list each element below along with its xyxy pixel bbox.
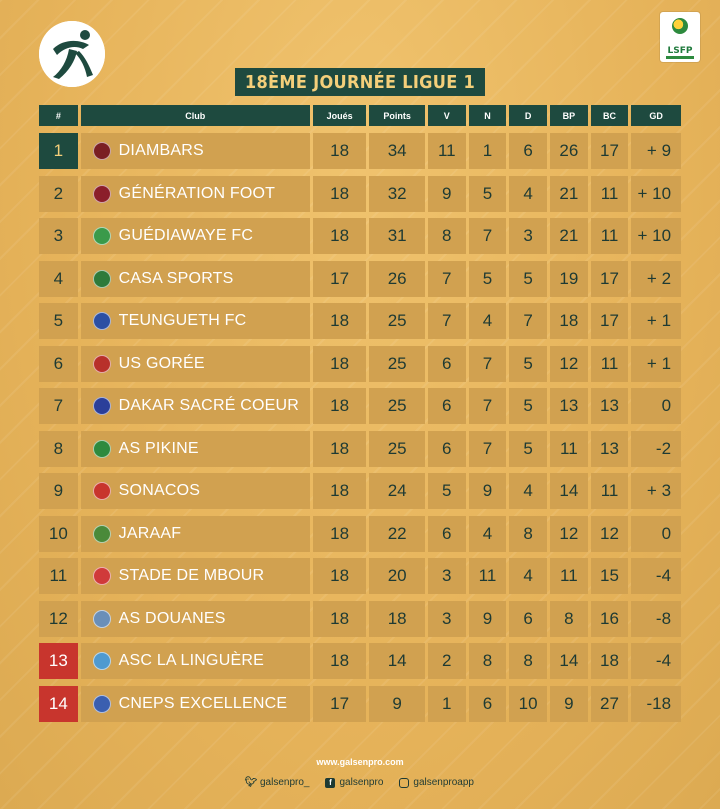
goals-against-cell: 17 [591,303,629,339]
draws-cell: 6 [469,686,507,722]
club-name: STADE DE MBOUR [118,567,265,584]
goals-against-cell: 13 [591,388,629,424]
played-cell: 18 [313,176,367,212]
goal-diff-cell: -4 [631,643,681,679]
club-name: JARAAF [118,524,182,542]
goals-against-cell: 12 [591,516,629,552]
col-club-header: Club [81,105,310,126]
table-header [39,105,681,126]
goals-against-cell: 16 [591,601,629,637]
points-cell: 32 [369,176,425,212]
lsfp-logo [660,12,700,62]
club-cell [81,686,310,722]
facebook-icon: f [325,778,335,788]
wins-cell: 7 [428,261,466,297]
club-cell [81,558,310,594]
played-cell: 18 [313,303,367,339]
goal-diff-cell: + 3 [631,473,681,509]
wins-cell: 3 [428,558,466,594]
played-cell: 17 [313,261,367,297]
losses-cell: 10 [509,686,547,722]
rank-cell: 13 [39,643,78,679]
goals-against-cell: 11 [591,473,629,509]
table-row [39,388,681,424]
played-cell: 18 [313,133,367,169]
table-row [39,303,681,339]
goals-for-cell: 14 [550,473,588,509]
points-cell: 34 [369,133,425,169]
club-crest-icon [93,695,111,713]
col-points-header: Points [369,105,425,126]
social-twitter[interactable] [246,777,309,788]
draws-cell: 7 [469,346,507,382]
losses-cell: 4 [509,558,547,594]
club-name: GUÉDIAWAYE FC [118,227,254,244]
col-rank-header: # [39,105,78,126]
goals-against-cell: 18 [591,643,629,679]
social-instagram[interactable] [399,777,474,788]
losses-cell: 4 [509,473,547,509]
wins-cell: 9 [428,176,466,212]
draws-cell: 1 [469,133,507,169]
club-name: DIAMBARS [118,142,204,159]
points-cell: 31 [369,218,425,254]
wins-cell: 11 [428,133,466,169]
table-row [39,346,681,382]
table-row [39,218,681,254]
club-name: GÉNÉRATION FOOT [118,184,276,202]
wins-cell: 7 [428,303,466,339]
goal-diff-cell: + 10 [631,176,681,212]
club-name: TEUNGUETH FC [118,312,247,329]
goal-diff-cell: + 1 [631,303,681,339]
col-goals-against-header: BC [591,105,629,126]
rank-cell: 11 [39,558,78,594]
points-cell: 9 [369,686,425,722]
wins-cell: 5 [428,473,466,509]
club-crest-icon [93,185,111,203]
losses-cell: 5 [509,388,547,424]
rank-cell: 14 [39,686,78,722]
club-cell [81,261,310,297]
club-crest-icon [93,270,111,288]
table-row [39,643,681,679]
club-cell [81,218,310,254]
club-crest-icon [93,482,111,500]
goal-diff-cell: -4 [631,558,681,594]
goal-diff-cell: + 9 [631,133,681,169]
club-name: AS PIKINE [118,439,199,457]
points-cell: 26 [369,261,425,297]
losses-cell: 4 [509,176,547,212]
points-cell: 20 [369,558,425,594]
played-cell: 18 [313,473,367,509]
played-cell: 18 [313,388,367,424]
club-name: ASC LA LINGUÈRE [118,652,264,669]
points-cell: 25 [369,346,425,382]
wins-cell: 6 [428,388,466,424]
losses-cell: 8 [509,516,547,552]
col-goals-for-header: BP [550,105,588,126]
draws-cell: 7 [469,218,507,254]
goal-diff-cell: 0 [631,388,681,424]
goals-against-cell: 11 [591,218,629,254]
goals-against-cell: 17 [591,261,629,297]
wins-cell: 6 [428,431,466,467]
club-cell [81,388,310,424]
goals-for-cell: 21 [550,176,588,212]
club-name: DAKAR SACRÉ COEUR [118,397,299,414]
club-cell [81,303,310,339]
goals-against-cell: 11 [591,346,629,382]
goal-diff-cell: 0 [631,516,681,552]
played-cell: 18 [313,643,367,679]
goal-diff-cell: + 2 [631,261,681,297]
goals-against-cell: 17 [591,133,629,169]
club-cell [81,643,310,679]
goals-for-cell: 26 [550,133,588,169]
club-cell [81,473,310,509]
losses-cell: 6 [509,133,547,169]
table-row [39,686,681,722]
losses-cell: 5 [509,346,547,382]
table-row [39,133,681,169]
club-name: US GORÉE [118,354,205,372]
table-row [39,431,681,467]
points-cell: 24 [369,473,425,509]
website-url[interactable]: www.galsenpro.com [316,757,404,767]
goals-for-cell: 19 [550,261,588,297]
played-cell: 18 [313,601,367,637]
wins-cell: 2 [428,643,466,679]
draws-cell: 4 [469,516,507,552]
club-crest-icon [93,312,111,330]
goal-diff-cell: + 1 [631,346,681,382]
goals-for-cell: 12 [550,516,588,552]
club-crest-icon [93,610,111,628]
social-links [0,777,720,788]
club-name: SONACOS [118,482,201,499]
wins-cell: 8 [428,218,466,254]
table-row [39,601,681,637]
draws-cell: 5 [469,176,507,212]
standings-table [39,105,681,728]
played-cell: 18 [313,218,367,254]
wins-cell: 3 [428,601,466,637]
rank-cell: 8 [39,431,78,467]
goal-diff-cell: -2 [631,431,681,467]
club-crest-icon [93,440,111,458]
social-handle: galsenpro_ [259,777,310,788]
galsenpro-logo [39,21,105,87]
points-cell: 25 [369,303,425,339]
played-cell: 18 [313,431,367,467]
rank-cell: 1 [39,133,78,169]
rank-cell: 9 [39,473,78,509]
twitter-icon: 🐦︎ [244,777,258,788]
draws-cell: 7 [469,388,507,424]
draws-cell: 9 [469,601,507,637]
rank-cell: 6 [39,346,78,382]
lsfp-logo-text: LSFP [667,46,693,56]
losses-cell: 3 [509,218,547,254]
rank-cell: 7 [39,388,78,424]
goals-for-cell: 13 [550,388,588,424]
col-losses-header: D [509,105,547,126]
losses-cell: 5 [509,431,547,467]
col-wins-header: V [428,105,466,126]
goal-diff-cell: + 10 [631,218,681,254]
instagram-icon [399,778,409,788]
club-crest-icon [93,525,111,543]
played-cell: 18 [313,558,367,594]
club-crest-icon [93,227,111,245]
goals-against-cell: 13 [591,431,629,467]
table-row [39,261,681,297]
club-cell [81,176,310,212]
rank-cell: 3 [39,218,78,254]
table-row [39,176,681,212]
played-cell: 18 [313,516,367,552]
club-cell [81,346,310,382]
draws-cell: 9 [469,473,507,509]
table-row [39,473,681,509]
ball-icon [672,18,688,34]
draws-cell: 5 [469,261,507,297]
losses-cell: 6 [509,601,547,637]
rank-cell: 4 [39,261,78,297]
club-crest-icon [93,355,111,373]
losses-cell: 5 [509,261,547,297]
goals-against-cell: 15 [591,558,629,594]
rank-cell: 2 [39,176,78,212]
col-draws-header: N [469,105,507,126]
losses-cell: 7 [509,303,547,339]
wins-cell: 6 [428,516,466,552]
club-cell [81,601,310,637]
points-cell: 18 [369,601,425,637]
col-played-header: Joués [313,105,367,126]
wins-cell: 6 [428,346,466,382]
club-name: CASA SPORTS [118,269,234,287]
goals-for-cell: 12 [550,346,588,382]
goals-against-cell: 11 [591,176,629,212]
goals-for-cell: 9 [550,686,588,722]
club-crest-icon [93,567,111,585]
table-row [39,516,681,552]
social-handle: galsenpro [339,777,384,788]
runner-logo-icon [39,21,105,87]
played-cell: 18 [313,346,367,382]
points-cell: 22 [369,516,425,552]
points-cell: 25 [369,431,425,467]
social-handle: galsenproapp [413,777,474,788]
col-goal-diff-header: GD [631,105,681,126]
club-cell [81,516,310,552]
goal-diff-cell: -8 [631,601,681,637]
wins-cell: 1 [428,686,466,722]
page-title: 18ÈME JOURNÉE LIGUE 1 [235,68,485,96]
goal-diff-cell: -18 [631,686,681,722]
draws-cell: 7 [469,431,507,467]
table-row [39,558,681,594]
goals-for-cell: 8 [550,601,588,637]
club-crest-icon [93,142,111,160]
rank-cell: 5 [39,303,78,339]
draws-cell: 4 [469,303,507,339]
goals-against-cell: 27 [591,686,629,722]
losses-cell: 8 [509,643,547,679]
club-crest-icon [93,652,111,670]
draws-cell: 8 [469,643,507,679]
club-cell [81,133,310,169]
social-facebook[interactable] [325,777,383,788]
goals-for-cell: 18 [550,303,588,339]
goals-for-cell: 11 [550,431,588,467]
rank-cell: 12 [39,601,78,637]
club-cell [81,431,310,467]
draws-cell: 11 [469,558,507,594]
rank-cell: 10 [39,516,78,552]
goals-for-cell: 21 [550,218,588,254]
club-name: CNEPS EXCELLENCE [118,694,288,712]
played-cell: 17 [313,686,367,722]
club-crest-icon [93,397,111,415]
points-cell: 25 [369,388,425,424]
goals-for-cell: 11 [550,558,588,594]
club-name: AS DOUANES [118,609,226,627]
goals-for-cell: 14 [550,643,588,679]
points-cell: 14 [369,643,425,679]
